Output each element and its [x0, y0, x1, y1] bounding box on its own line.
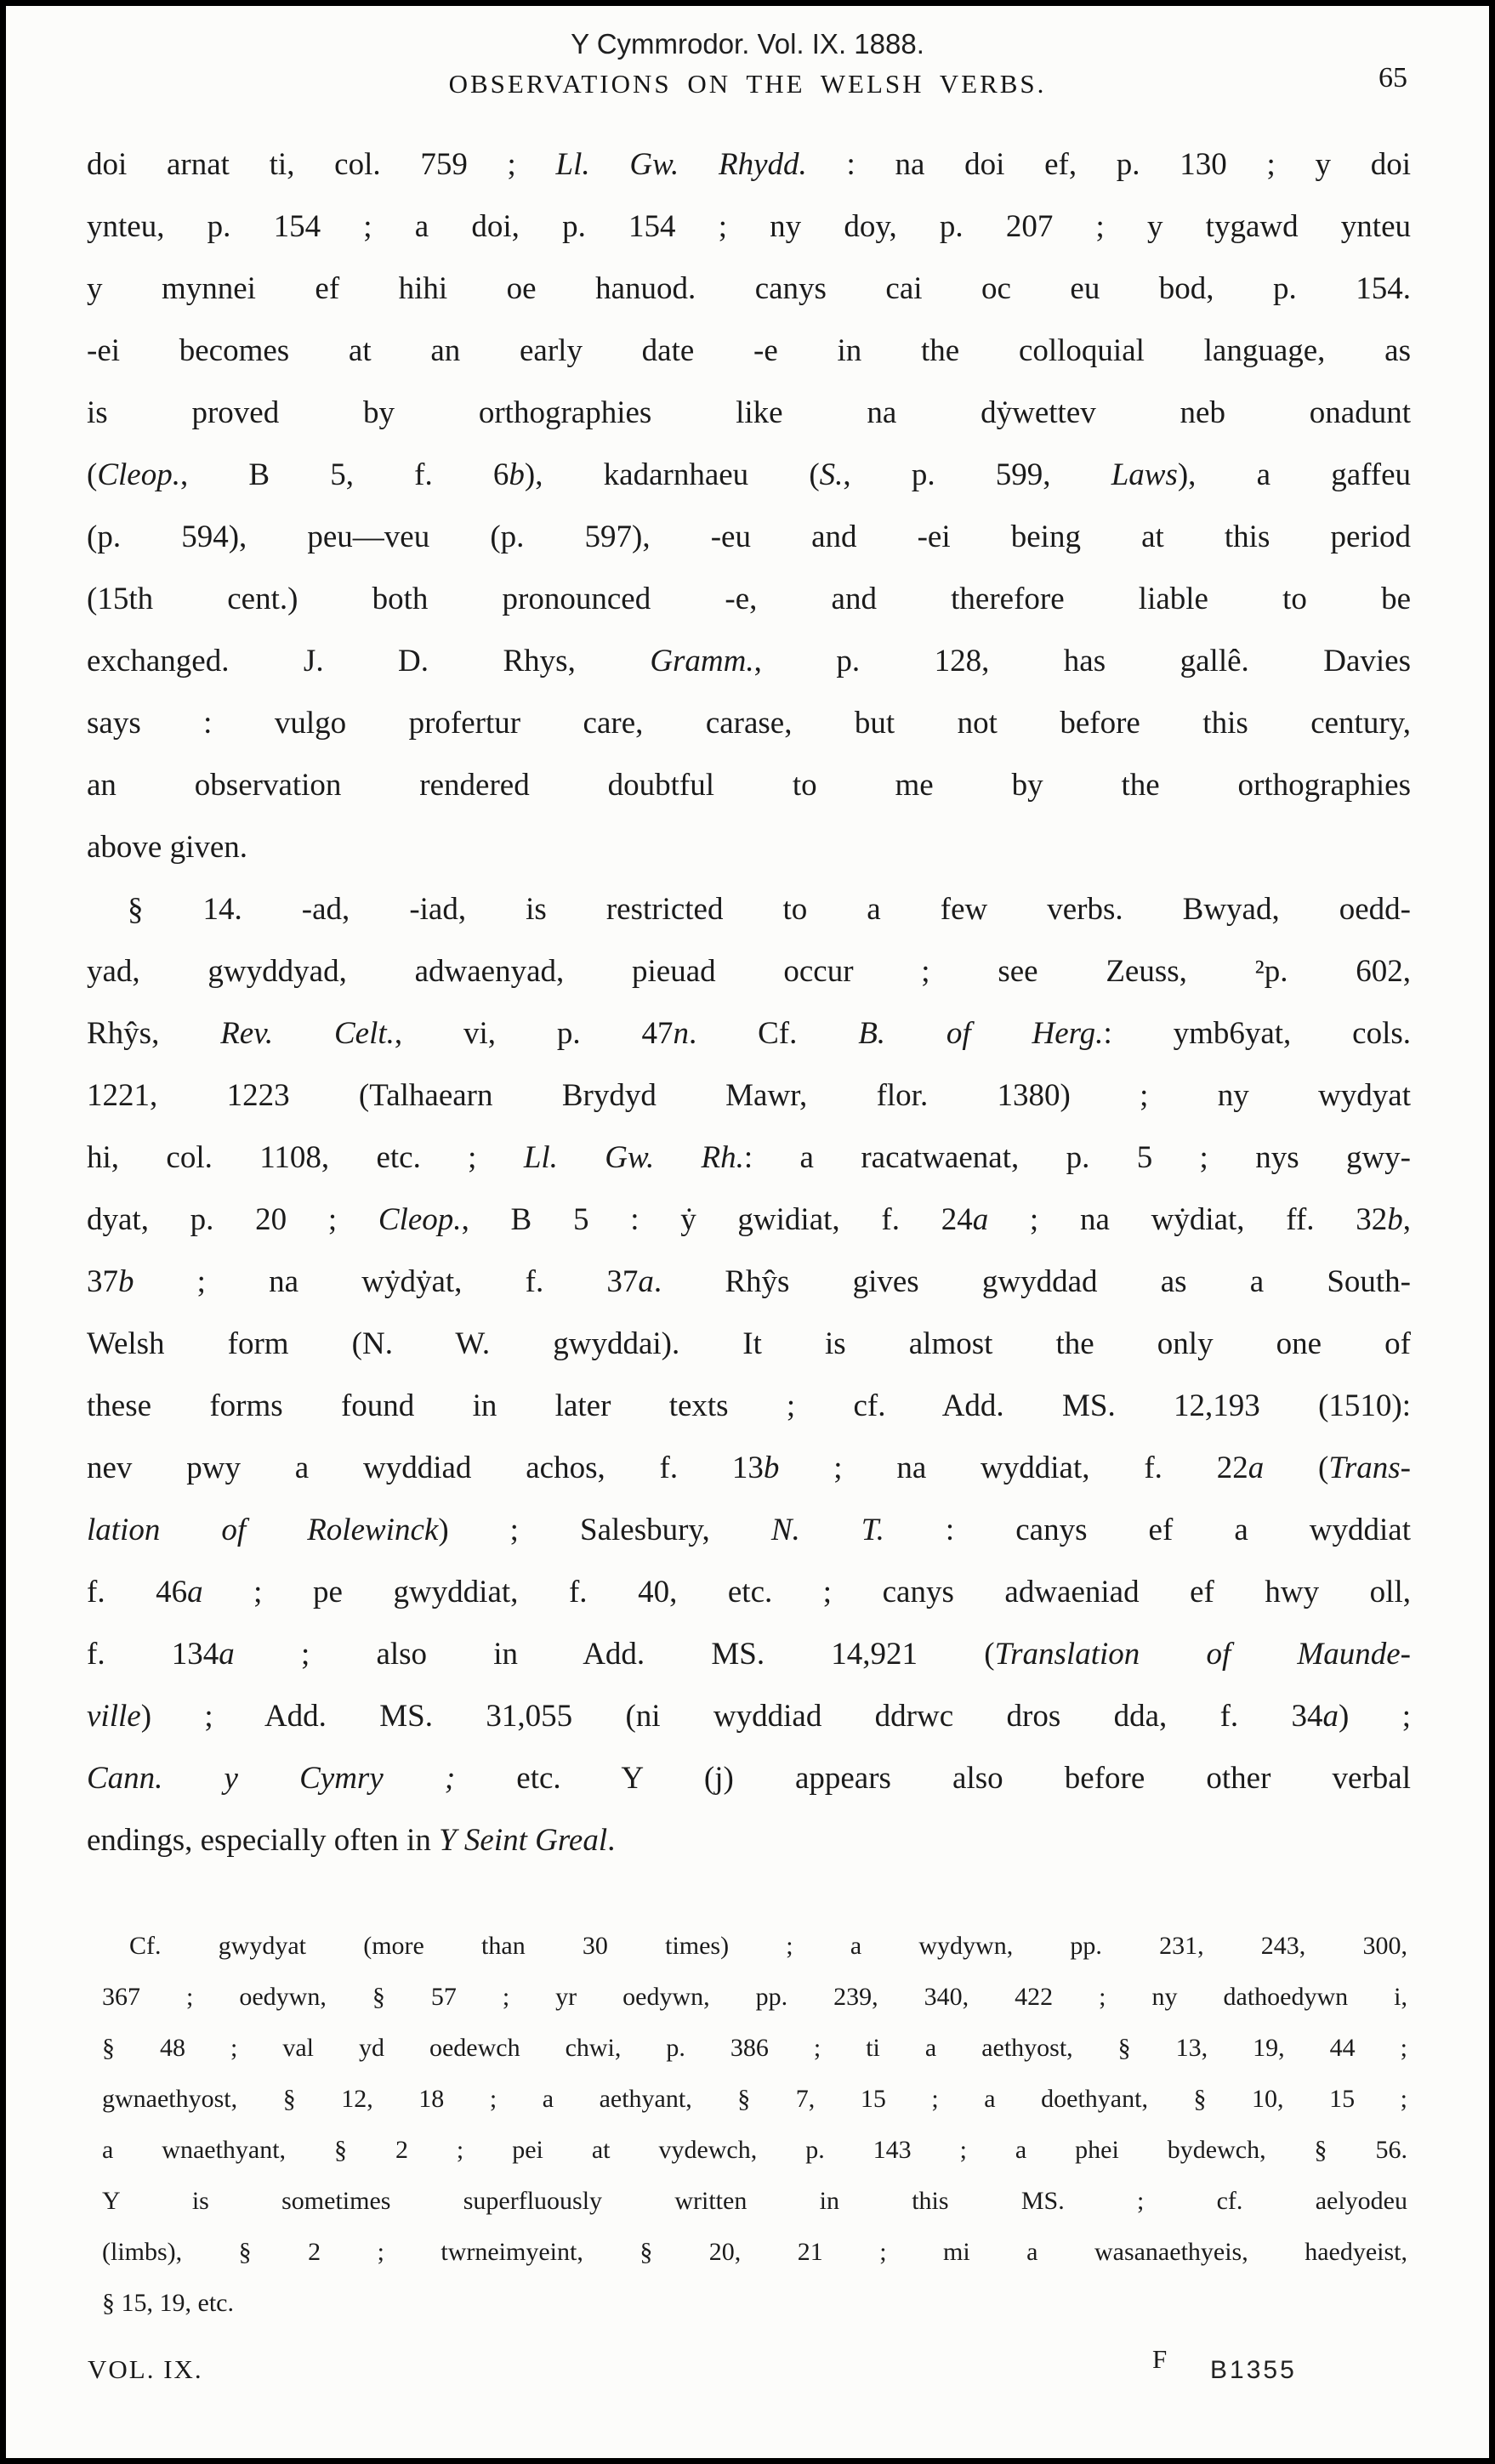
text-line: ville) ; Add. MS. 31,055 (ni wyddiad ddrwc dros dda, f. 34a) ;	[87, 1699, 1411, 1734]
text-line: (Cleop., B 5, f. 6b), kadarnhaeu (S., p. 599, Laws), a gaffeu	[87, 457, 1412, 492]
text-line: says : vulgo profertur care, carase, but not before this century,	[87, 706, 1411, 741]
text-line: § 48 ; val yd oedewch chwi, p. 386 ; ti a aethyost, § 13, 19, 44 ;	[102, 2034, 1407, 2062]
text-line: f. 134a ; also in Add. MS. 14,921 (Translation of Maunde-	[87, 1637, 1411, 1672]
text-line: dyat, p. 20 ; Cleop., B 5 : ẏ gwidiat, f. 24a ; na wẏdiat, ff. 32b,	[87, 1202, 1411, 1237]
text-line: 1221, 1223 (Talhaearn Brydyd Mawr, flor. 1380) ; ny wydyat	[87, 1078, 1411, 1113]
text-line: doi arnat ti, col. 759 ; Ll. Gw. Rhydd. : na doi ef, p. 130 ; y doi	[87, 147, 1411, 182]
text-line: § 14. -ad, -iad, is restricted to a few verbs. Bwyad, oedd-	[128, 892, 1411, 927]
text-line: y mynnei ef hihi oe hanuod. canys cai oc eu bod, p. 154.	[87, 271, 1411, 306]
text-line: Cann. y Cymry ; etc. Y (j) appears also before other verbal	[87, 1761, 1411, 1796]
text-block	[87, 133, 1411, 2329]
text-line: 37b ; na wẏdẏat, f. 37a. Rhŷs gives gwyddad as a South-	[87, 1264, 1412, 1299]
text-line: Cf. gwydyat (more than 30 times) ; a wydywn, pp. 231, 243, 300,	[129, 1932, 1407, 1960]
paragraph-section-14	[87, 878, 1411, 1871]
article-title: OBSERVATIONS ON THE WELSH VERBS.	[448, 69, 1047, 99]
text-line: (p. 594), peu—veu (p. 597), -eu and -ei being at this period	[87, 519, 1411, 554]
library-shelfmark-stamp: B1355	[1210, 2356, 1297, 2384]
text-line: above given.	[87, 830, 248, 865]
footer-volume-label: VOL. IX.	[88, 2354, 203, 2384]
text-line: § 15, 19, etc.	[102, 2289, 234, 2317]
printers-signature-mark: F	[1152, 2344, 1168, 2374]
text-line: exchanged. J. D. Rhys, Gramm., p. 128, has gallê. Davies	[87, 644, 1411, 678]
text-line: gwnaethyost, § 12, 18 ; a aethyant, § 7, 15 ; a doethyant, § 10, 15 ;	[102, 2085, 1407, 2113]
footnote-block	[87, 1921, 1411, 2329]
text-line: nev pwy a wyddiad achos, f. 13b ; na wyddiat, f. 22a (Trans-	[87, 1451, 1411, 1485]
text-line: (limbs), § 2 ; twrneimyeint, § 20, 21 ; mi a wasanaethyeis, haedyeist,	[102, 2238, 1407, 2266]
text-line: endings, especially often in Y Seint Greal.	[87, 1823, 616, 1858]
text-line: is proved by orthographies like na dẏwettev neb onadunt	[87, 395, 1411, 430]
text-line: a wnaethyant, § 2 ; pei at vydewch, p. 143 ; a phei bydewch, § 56.	[102, 2136, 1407, 2164]
page-number: 65	[1378, 62, 1407, 94]
text-line: ynteu, p. 154 ; a doi, p. 154 ; ny doy, p. 207 ; y tygawd ynteu	[87, 209, 1411, 244]
text-line: an observation rendered doubtful to me by the orthographies	[87, 768, 1411, 803]
text-line: lation of Rolewinck) ; Salesbury, N. T. : canys ef a wyddiat	[87, 1513, 1411, 1547]
paragraph-continuation	[87, 133, 1411, 878]
text-line: hi, col. 1108, etc. ; Ll. Gw. Rh.: a racatwaenat, p. 5 ; nys gwy-	[87, 1140, 1412, 1175]
text-line: these forms found in later texts ; cf. Add. MS. 12,193 (1510):	[87, 1388, 1411, 1423]
text-line: yad, gwyddyad, adwaenyad, pieuad occur ; see Zeuss, ²p. 602,	[87, 954, 1411, 989]
text-line: Welsh form (N. W. gwyddai). It is almost the only one of	[87, 1326, 1411, 1361]
text-line: -ei becomes at an early date -e in the colloquial language, as	[87, 333, 1411, 368]
text-line: Rhŷs, Rev. Celt., vi, p. 47n. Cf. B. of Herg.: ymb6yat, cols.	[87, 1016, 1411, 1051]
running-head: Y Cymmrodor. Vol. IX. 1888.	[571, 28, 924, 60]
text-line: (15th cent.) both pronounced -e, and therefore liable to be	[87, 582, 1411, 616]
text-line: 367 ; oedywn, § 57 ; yr oedywn, pp. 239, 340, 422 ; ny dathoedywn i,	[102, 1983, 1407, 2011]
text-line: f. 46a ; pe gwyddiat, f. 40, etc. ; canys adwaeniad ef hwy oll,	[87, 1575, 1411, 1610]
text-line: Y is sometimes superfluously written in this MS. ; cf. aelyodeu	[102, 2187, 1407, 2215]
